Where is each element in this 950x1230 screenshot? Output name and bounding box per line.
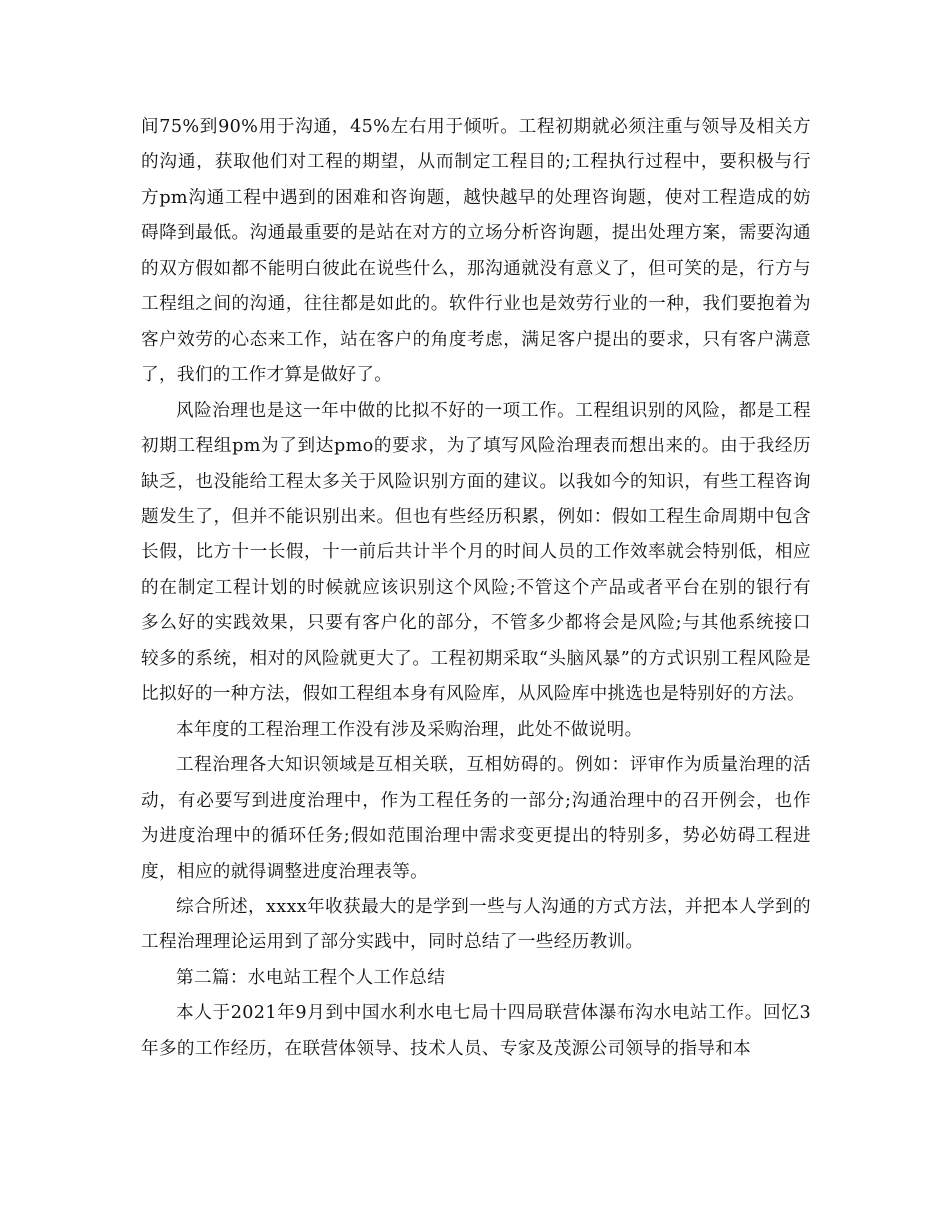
- paragraph-risk-management: 风险治理也是这一年中做的比拟不好的一项工作。工程组识别的风险，都是工程初期工程组pm为了到达pmo的要求，为了填写风险治理表而想出来的。由于我经历缺乏，也没能给工程太多关于风险识别方面的建议。以我如今的知识，有些工程咨询题发生了，但并不能识别出来。但也有些经历积累，例如：假如工程生命周期中包含长假，比方十一长假，十一前后共计半个月的时间人员的工作效率就会特别低，相应的在制定工程计划的时候就应该识别这个风险;不管这个产品或者平台在别的银行有多么好的实践效果，只要有客户化的部分，不管多少都将会是风险;与其他系统接口较多的系统，相对的风险就更大了。工程初期采取“头脑风暴”的方式识别工程风险是比拟好的一种方法，假如工程组本身有风险库，从风险库中挑选也是特别好的方法。: [141, 400, 811, 705]
- paragraph-knowledge-areas: 工程治理各大知识领域是互相关联，互相妨碍的。例如：评审作为质量治理的活动，有必要写到进度治理中，作为工程任务的一部分;沟通治理中的召开例会，也作为进度治理中的循环任务;假如范围治理中需求变更提出的特别多，势必妨碍工程进度，相应的就得调整进度治理表等。: [141, 755, 811, 882]
- paragraph-hydropower-intro: 本人于2021年9月到中国水利水电七局十四局联营体瀑布沟水电站工作。回忆3年多的工作经历，在联营体领导、技术人员、专家及茂源公司领导的指导和本: [141, 1003, 811, 1059]
- section-heading: 第二篇：水电站工程个人工作总结: [176, 967, 446, 988]
- paragraph-procurement: 本年度的工程治理工作没有涉及采购治理，此处不做说明。: [176, 719, 643, 740]
- document-body: [141, 110, 811, 1067]
- paragraph-summary: 综合所述，xxxx年收获最大的是学到一些与人沟通的方式方法，并把本人学到的工程治理理论运用到了部分实践中，同时总结了一些经历教训。: [141, 896, 811, 953]
- paragraph-communication: 间75%到90%用于沟通，45%左右用于倾听。工程初期就必须注重与领导及相关方的沟通，获取他们对工程的期望，从而制定工程目的;工程执行过程中，要积极与行方pm沟通工程中遇到的困难和咨询题，越快越早的处理咨询题，使对工程造成的妨碍降到最低。沟通最重要的是站在对方的立场分析咨询题，提出处理方案，需要沟通的双方假如都不能明白彼此在说些什么，那沟通就没有意义了，但可笑的是，行方与工程组之间的沟通，往往都是如此的。软件行业也是效劳行业的一种，我们要抱着为客户效劳的心态来工作，站在客户的角度考虑，满足客户提出的要求，只有客户满意了，我们的工作才算是做好了。: [141, 117, 811, 386]
